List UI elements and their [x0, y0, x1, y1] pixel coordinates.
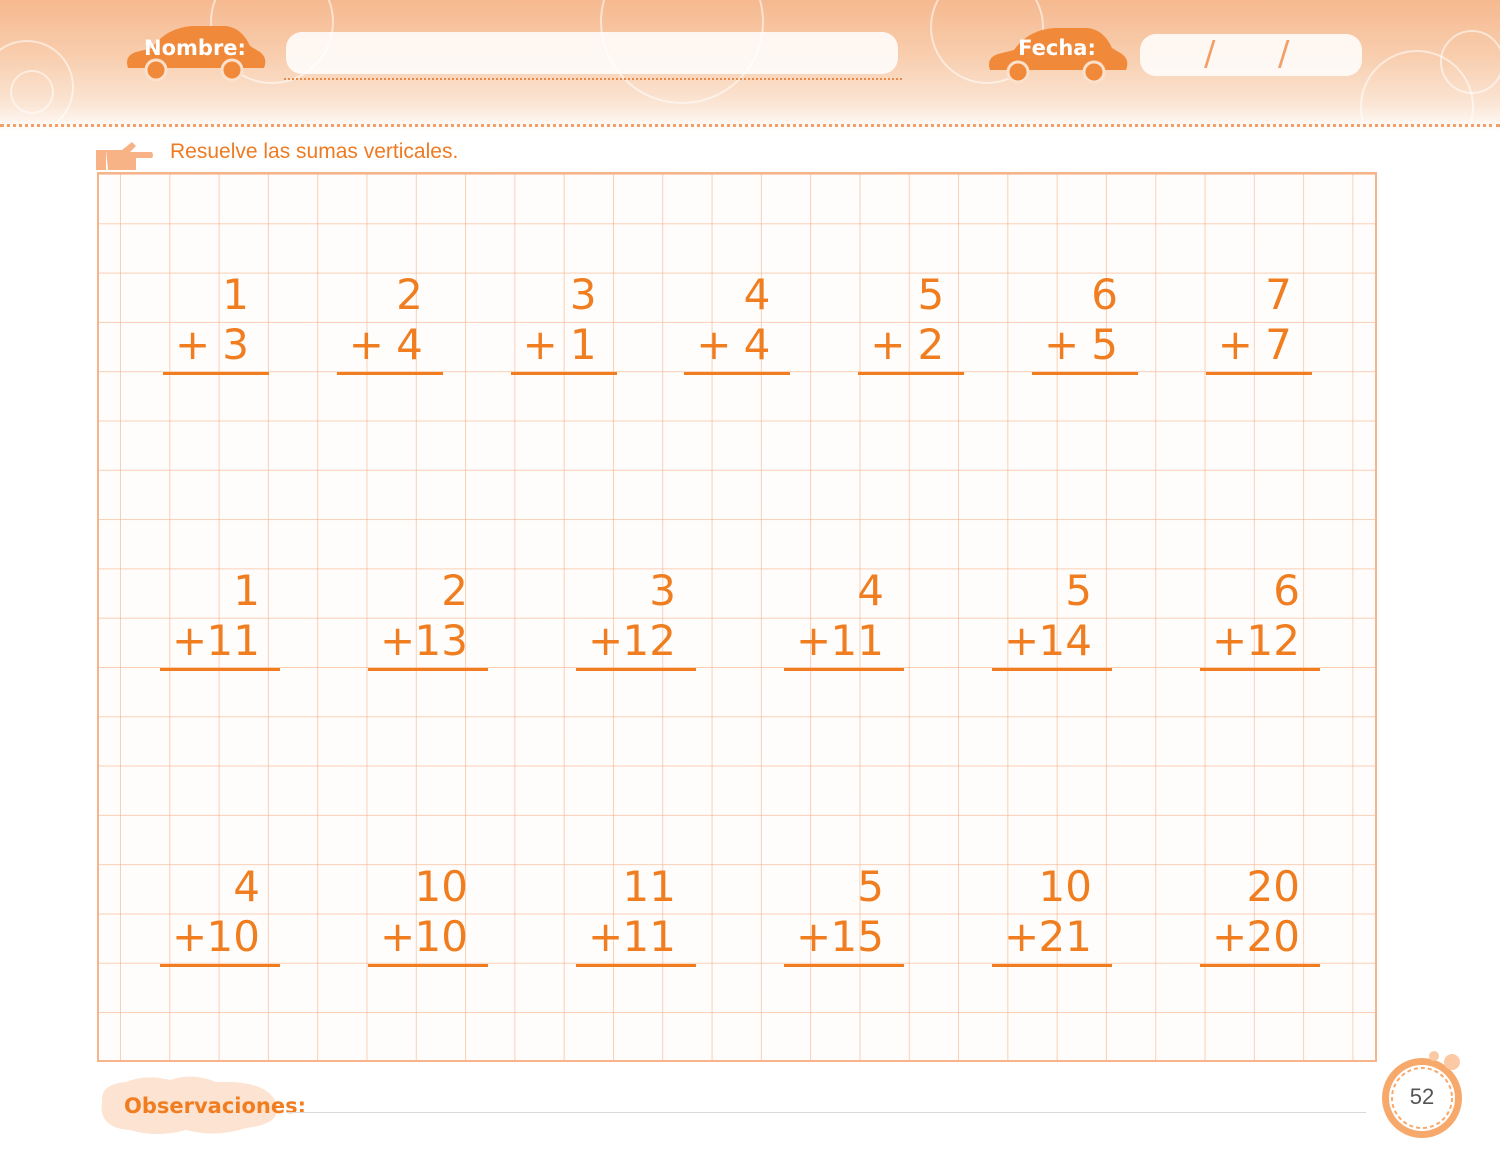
addend-top: 3	[649, 566, 676, 615]
addition-problem	[163, 272, 269, 376]
observations-line[interactable]	[286, 1112, 1366, 1113]
sum-line	[576, 668, 696, 671]
addend-bottom: 20	[1246, 912, 1300, 961]
decorative-circle	[10, 70, 54, 114]
plus-sign: +	[1212, 912, 1248, 961]
name-label: Nombre:	[144, 36, 246, 60]
addend-top: 2	[441, 566, 468, 615]
page-number: 52	[1409, 1084, 1435, 1109]
plus-sign: +	[1004, 616, 1040, 665]
addend-top: 10	[414, 862, 468, 911]
date-label: Fecha:	[1018, 36, 1096, 60]
sum-line	[992, 668, 1112, 671]
addition-problem	[576, 864, 696, 968]
sum-line	[337, 372, 443, 375]
addend-bottom: 11	[622, 912, 676, 961]
addend-top: 20	[1246, 862, 1300, 911]
observations	[96, 1072, 1366, 1142]
addition-problem	[1206, 272, 1312, 376]
pointing-hand-icon	[96, 140, 154, 172]
date-separator: /	[1278, 34, 1290, 74]
addend-top: 5	[857, 862, 884, 911]
observations-label: Observaciones:	[124, 1094, 307, 1118]
addition-problem	[576, 568, 696, 672]
sum-line	[160, 668, 280, 671]
plus-sign: +	[348, 320, 384, 369]
sum-line	[684, 372, 790, 375]
addition-problem	[1200, 568, 1320, 672]
addition-problem	[1200, 864, 1320, 968]
addend-bottom: 7	[1265, 320, 1292, 369]
addition-problem	[337, 272, 443, 376]
addend-bottom: 13	[414, 616, 468, 665]
addition-problem	[784, 864, 904, 968]
addition-problem	[858, 272, 964, 376]
addition-problem	[368, 568, 488, 672]
addition-problem	[684, 272, 790, 376]
addend-top: 7	[1265, 270, 1292, 319]
sum-line	[992, 964, 1112, 967]
plus-sign: +	[175, 320, 211, 369]
addend-bottom: 11	[206, 616, 260, 665]
name-dotted-line	[284, 78, 902, 80]
plus-sign: +	[1004, 912, 1040, 961]
addend-top: 4	[233, 862, 260, 911]
addend-bottom: 21	[1038, 912, 1092, 961]
addend-top: 5	[1065, 566, 1092, 615]
plus-sign: +	[870, 320, 906, 369]
sum-line	[163, 372, 269, 375]
addition-problem	[992, 864, 1112, 968]
addition-problem	[1032, 272, 1138, 376]
addend-bottom: 4	[396, 320, 423, 369]
date-separator: /	[1204, 34, 1216, 74]
addend-bottom: 14	[1038, 616, 1092, 665]
plus-sign: +	[380, 616, 416, 665]
page-number-badge	[1374, 1048, 1470, 1144]
sum-line	[1200, 668, 1320, 671]
addend-bottom: 4	[743, 320, 771, 369]
addition-problem	[784, 568, 904, 672]
sum-line	[576, 964, 696, 967]
addend-bottom: 5	[1091, 320, 1118, 369]
sum-line	[160, 964, 280, 967]
addend-bottom: 12	[622, 616, 676, 665]
plus-sign: +	[1217, 320, 1253, 369]
addition-problem	[992, 568, 1112, 672]
sum-line	[368, 964, 488, 967]
addend-top: 10	[1038, 862, 1092, 911]
addend-top: 6	[1091, 270, 1118, 319]
addend-top: 5	[917, 270, 945, 319]
addend-top: 1	[222, 270, 249, 319]
addend-top: 4	[857, 566, 884, 615]
addition-problem	[160, 864, 280, 968]
decorative-circle	[1440, 30, 1500, 94]
addend-bottom: 12	[1246, 616, 1300, 665]
addition-problem	[511, 272, 617, 376]
plus-sign: +	[796, 616, 832, 665]
plus-sign: +	[696, 320, 732, 369]
plus-sign: +	[588, 912, 624, 961]
date-tag	[984, 24, 1130, 86]
name-field[interactable]	[286, 32, 898, 74]
sum-line	[858, 372, 964, 375]
addend-bottom: 11	[830, 616, 884, 665]
addition-problem	[160, 568, 280, 672]
sum-line	[368, 668, 488, 671]
header-dotted-border	[0, 124, 1500, 127]
date-field[interactable]	[1140, 34, 1362, 76]
instruction-text: Resuelve las sumas verticales.	[170, 140, 459, 163]
instruction	[96, 136, 796, 170]
addend-bottom: 1	[569, 320, 597, 369]
addend-bottom: 15	[830, 912, 884, 961]
addend-bottom: 10	[206, 912, 260, 961]
addend-top: 11	[622, 862, 676, 911]
sum-line	[1206, 372, 1312, 375]
addend-top: 3	[569, 270, 597, 319]
name-tag	[122, 22, 268, 84]
addend-top: 1	[233, 566, 260, 615]
plus-sign: +	[172, 616, 208, 665]
addition-problem	[368, 864, 488, 968]
plus-sign: +	[1212, 616, 1248, 665]
plus-sign: +	[380, 912, 416, 961]
sum-line	[784, 668, 904, 671]
sum-line	[1032, 372, 1138, 375]
plus-sign: +	[1044, 320, 1080, 369]
plus-sign: +	[172, 912, 208, 961]
addend-bottom: 3	[222, 320, 249, 369]
sum-line	[784, 964, 904, 967]
addend-bottom: 2	[917, 320, 945, 369]
plus-sign: +	[588, 616, 624, 665]
addend-top: 4	[743, 270, 771, 319]
header-banner	[0, 0, 1500, 132]
addend-bottom: 10	[414, 912, 468, 961]
addend-top: 6	[1273, 566, 1300, 615]
plus-sign: +	[522, 320, 558, 369]
addend-top: 2	[396, 270, 423, 319]
sum-line	[1200, 964, 1320, 967]
sum-line	[511, 372, 617, 375]
plus-sign: +	[796, 912, 832, 961]
